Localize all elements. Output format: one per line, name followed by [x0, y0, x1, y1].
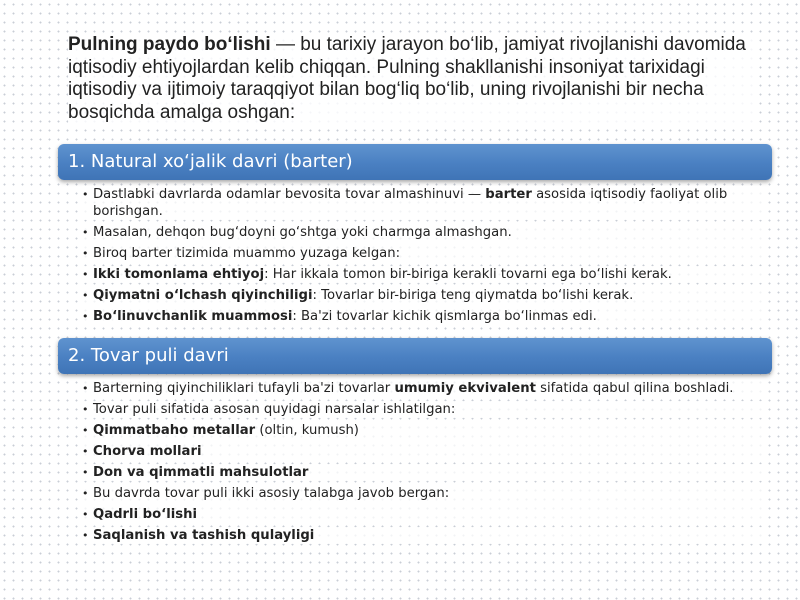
bullet-text: : Har ikkala tomon bir-biriga kerakli tovarni ega bo‘lishi kerak.: [264, 267, 672, 282]
bullet-item: [82, 380, 762, 397]
bullet-bold: Chorva mollari: [93, 444, 202, 459]
bullet-item: [82, 287, 762, 304]
bullet-dot-icon: •: [82, 508, 89, 521]
bullet-dot-icon: •: [82, 424, 89, 437]
bullet-dot-icon: •: [82, 226, 89, 239]
bullet-dot-icon: •: [82, 529, 89, 542]
bullet-text: asosida iqtisodiy faoliyat olib borishgan.: [93, 187, 728, 219]
bullet-text: : Tovarlar bir-biriga teng qiymatda bo‘lishi kerak.: [312, 288, 634, 303]
bullet-text: Bu davrda tovar puli ikki asosiy talabga javob bergan:: [93, 486, 450, 501]
bullet-dot-icon: •: [82, 247, 89, 260]
intro-bold-term: Pulning paydo bo‘lishi: [68, 34, 271, 55]
bullet-bold: Don va qimmatli mahsulotlar: [93, 465, 309, 480]
bullet-dot-icon: •: [82, 289, 89, 302]
bullet-item: [82, 224, 762, 241]
bullet-bold: Saqlanish va tashish qulayligi: [93, 528, 315, 543]
bullet-item: [82, 422, 762, 439]
bullet-text: sifatida qabul qilina boshladi.: [535, 381, 734, 396]
bullet-item: [82, 245, 762, 262]
bullet-item: [82, 266, 762, 283]
bullet-dot-icon: •: [82, 188, 89, 201]
bullet-item: [82, 401, 762, 418]
bullet-bold: Ikki tomonlama ehtiyoj: [93, 267, 265, 282]
bullet-dot-icon: •: [82, 445, 89, 458]
bullet-dot-icon: •: [82, 382, 89, 395]
section-1-bullet-list: [82, 186, 762, 329]
bullet-text: Barterning qiyinchiliklari tufayli ba'zi tovarlar: [93, 381, 395, 396]
bullet-item: [82, 443, 762, 460]
intro-text: — bu tarixiy jarayon bo‘lib, jamiyat rivojlanishi davomida iqtisodiy ehtiyojlardan kelib chiqqan. Pulning shakllanishi insoniyat tarixidagi iqtisodiy va ijtimoiy taraqqiyot bilan bog‘liq bo‘lib, uning rivojlanishi bir necha bosqichda amalga oshgan:: [68, 34, 746, 123]
bullet-text: Dastlabki davrlarda odamlar bevosita tovar almashinuvi —: [93, 187, 486, 202]
bullet-text: Masalan, dehqon bug‘doyni go‘shtga yoki charmga almashgan.: [93, 225, 512, 240]
bullet-bold: Bo‘linuvchanlik muammosi: [93, 309, 293, 324]
bullet-item: [82, 464, 762, 481]
section-2-bullet-list: [82, 380, 762, 548]
intro-paragraph: [68, 34, 758, 124]
section-header-2: 2. Tovar puli davri: [58, 338, 772, 374]
bullet-bold: Qiymatni o‘lchash qiyinchiligi: [93, 288, 313, 303]
bullet-bold: barter: [485, 187, 532, 202]
section-header-1: 1. Natural xo‘jalik davri (barter): [58, 144, 772, 180]
bullet-text: (oltin, kumush): [255, 423, 359, 438]
bullet-item: [82, 527, 762, 544]
bullet-bold: Qimmatbaho metallar: [93, 423, 256, 438]
bullet-text: Biroq barter tizimida muammo yuzaga kelgan:: [93, 246, 401, 261]
bullet-item: [82, 506, 762, 523]
bullet-dot-icon: •: [82, 466, 89, 479]
bullet-dot-icon: •: [82, 487, 89, 500]
bullet-dot-icon: •: [82, 403, 89, 416]
bullet-item: [82, 186, 762, 220]
bullet-text: : Ba'zi tovarlar kichik qismlarga bo‘linmas edi.: [292, 309, 597, 324]
bullet-dot-icon: •: [82, 310, 89, 323]
bullet-bold: Qadrli bo‘lishi: [93, 507, 197, 522]
bullet-item: [82, 308, 762, 325]
bullet-bold: umumiy ekvivalent: [394, 381, 536, 396]
bullet-dot-icon: •: [82, 268, 89, 281]
bullet-item: [82, 485, 762, 502]
bullet-text: Tovar puli sifatida asosan quyidagi narsalar ishlatilgan:: [93, 402, 456, 417]
